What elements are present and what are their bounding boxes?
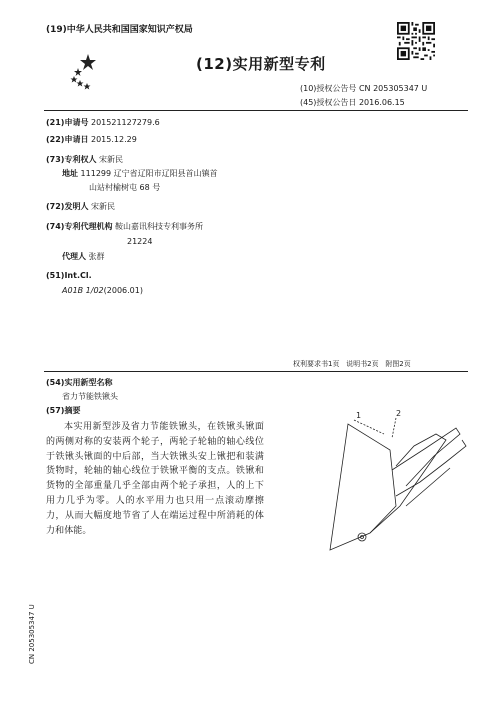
inventor-row	[46, 201, 115, 212]
inventor-label: (72)发明人	[46, 202, 89, 211]
title-label: (54)实用新型名称	[46, 378, 113, 387]
claims-count: 权利要求书1页	[293, 360, 340, 368]
address-line2: 山站村榆树屯 68 号	[89, 183, 161, 192]
app-no-row	[46, 117, 160, 128]
app-no-label: (21)申请号	[46, 118, 89, 127]
agency-label: (74)专利代理机构	[46, 222, 113, 231]
office-code: (19)	[46, 25, 67, 35]
utility-model-title: 省力节能铁锹头	[62, 392, 118, 401]
abstract-label-row	[46, 405, 80, 416]
side-publication-number: CN 205305347 U	[28, 604, 36, 664]
doc-type-title	[196, 55, 326, 73]
abstract-label: (57)摘要	[46, 406, 81, 415]
intcl-label: (51)Int.Cl.	[46, 271, 92, 280]
doc-type: 实用新型专利	[232, 55, 326, 73]
address-row	[62, 168, 218, 179]
title-row	[46, 377, 112, 388]
agency-row	[46, 221, 203, 232]
office-name: 中华人民共和国国家知识产权局	[66, 25, 193, 35]
app-date-label: (22)申请日	[46, 135, 89, 144]
agent: 张群	[88, 252, 105, 261]
agency-line1: 鞍山嘉讯科技专利事务所	[115, 222, 203, 231]
address-label: 地址	[62, 169, 78, 178]
owner-row	[46, 154, 123, 165]
qr-code-icon	[397, 22, 435, 60]
app-date-row	[46, 134, 137, 145]
abstract-text: 本实用新型涉及省力节能铁锹头，在铁锹头锹面的两侧对称的安装两个轮子，两轮子轮轴的轴心线位于铁锹头锹面的中后部，当大铁锹头安上锹把和装满货物时，轮轴的轴心线位于铁锹平衡的支点。铁锹和货物的全部重量几乎全部由两个轮子承担，人的上下用力几乎为零。人的水平用力也只用一点滚动摩擦力，从而大幅度地节省了人在端运过程中所消耗的体力和体能。	[46, 422, 264, 536]
pub-date-row	[300, 97, 405, 108]
intcl-row	[46, 270, 92, 281]
inventor: 宋新民	[91, 202, 115, 211]
intcl-code: A01B 1/02	[62, 286, 104, 295]
summary-divider	[44, 371, 468, 372]
app-date: 2015.12.29	[91, 135, 137, 144]
doc-type-code: (12)	[196, 55, 233, 73]
agent-label: 代理人	[62, 252, 86, 261]
pub-no: CN 205305347 U	[358, 84, 428, 93]
summary-bar	[293, 359, 411, 369]
agency-line2: 21224	[127, 237, 153, 246]
pub-no-label: (10)授权公告号	[300, 84, 357, 93]
stars-logo-icon	[68, 52, 104, 92]
drawings-count: 附图2页	[385, 360, 411, 368]
header-divider	[44, 110, 468, 111]
address-line1: 111299 辽宁省辽阳市辽阳县首山镇首	[80, 169, 218, 178]
pub-no-row	[300, 83, 427, 94]
description-count: 说明书2页	[346, 360, 379, 368]
drawing-label-1: 1	[356, 411, 362, 420]
app-no: 201521127279.6	[91, 118, 160, 127]
drawing-label-2: 2	[396, 410, 402, 418]
shovel-drawing	[296, 410, 472, 560]
owner: 宋新民	[99, 155, 123, 164]
agent-row	[62, 251, 105, 262]
pub-date: 2016.06.15	[358, 98, 405, 107]
intcl-year: (2006.01)	[103, 286, 143, 295]
owner-label: (73)专利权人	[46, 155, 97, 164]
office-header	[46, 24, 193, 36]
pub-date-label: (45)授权公告日	[300, 98, 357, 107]
intcl-class-row	[62, 285, 143, 296]
